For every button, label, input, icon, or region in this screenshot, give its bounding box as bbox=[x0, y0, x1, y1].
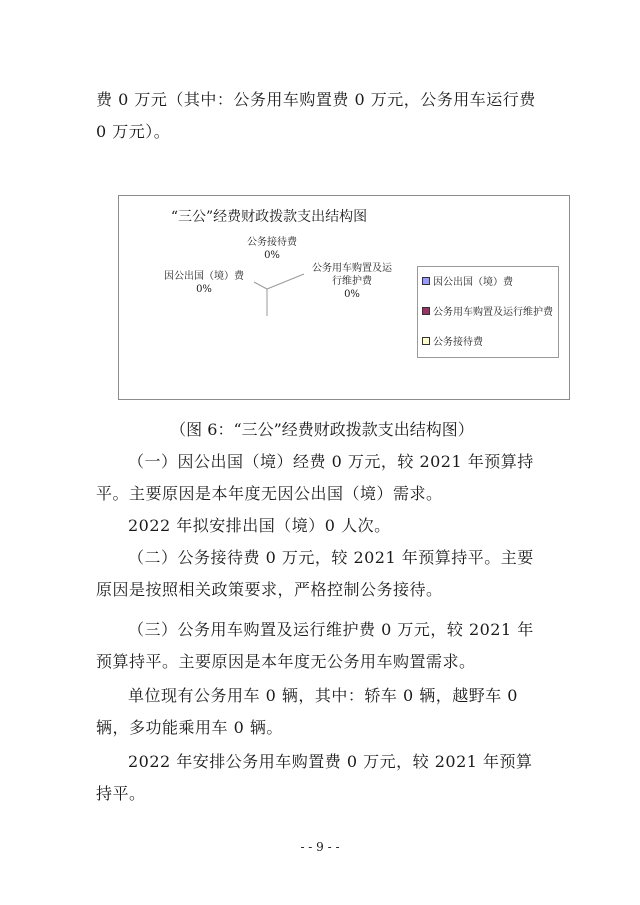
paragraph-1: （一）因公出国（境）经费 0 万元，较 2021 年预算持平。主要原因是本年度无因公出国（境）需求。 bbox=[96, 452, 534, 503]
legend-swatch bbox=[422, 307, 430, 315]
chart-title: “三公”经费财政拨款支出结构图 bbox=[170, 209, 368, 225]
paragraph-4: （三）公务用车购置及运行维护费 0 万元，较 2021 年预算持平。主要原因是本年度无公务用车购置需求。 bbox=[96, 620, 534, 671]
paragraph-5: 单位现有公务用车 0 辆，其中：轿车 0 辆，越野车 0 辆，多功能乘用车 0 辆。 bbox=[96, 686, 518, 737]
leader-line-abroad bbox=[254, 282, 267, 289]
pie-chart bbox=[118, 195, 570, 400]
paragraph-top: 费 0 万元（其中：公务用车购置费 0 万元，公务用车运行费 0 万元）。 bbox=[96, 90, 536, 141]
slice-label-vehicle: 公务用车购置及运 行维护费 0% bbox=[312, 263, 392, 300]
legend-item-abroad: 因公出国（境）费 bbox=[422, 277, 556, 289]
legend-swatch bbox=[422, 337, 430, 345]
legend-item-reception: 公务接待费 bbox=[422, 337, 556, 349]
slice-label-abroad: 因公出国（境）费 0% bbox=[164, 271, 244, 295]
leader-line-vehicle bbox=[267, 274, 304, 289]
page-number: - - 9 - - bbox=[300, 840, 340, 854]
slice-label-reception: 公务接待费 0% bbox=[247, 237, 297, 261]
legend-item-vehicle: 公务用车购置及运行维护费 bbox=[422, 307, 556, 319]
legend-swatch bbox=[422, 277, 430, 285]
paragraph-3: （二）公务接待费 0 万元，较 2021 年预算持平。主要原因是按照相关政策要求，严格控制公务接待。 bbox=[96, 548, 534, 599]
paragraph-6: 2022 年安排公务用车购置费 0 万元，较 2021 年预算持平。 bbox=[96, 752, 533, 803]
paragraph-2: 2022 年拟安排出国（境）0 人次。 bbox=[128, 516, 391, 535]
chart-legend bbox=[417, 266, 559, 358]
figure-caption: （图 6：“三公”经费财政拨款支出结构图） bbox=[170, 420, 474, 439]
